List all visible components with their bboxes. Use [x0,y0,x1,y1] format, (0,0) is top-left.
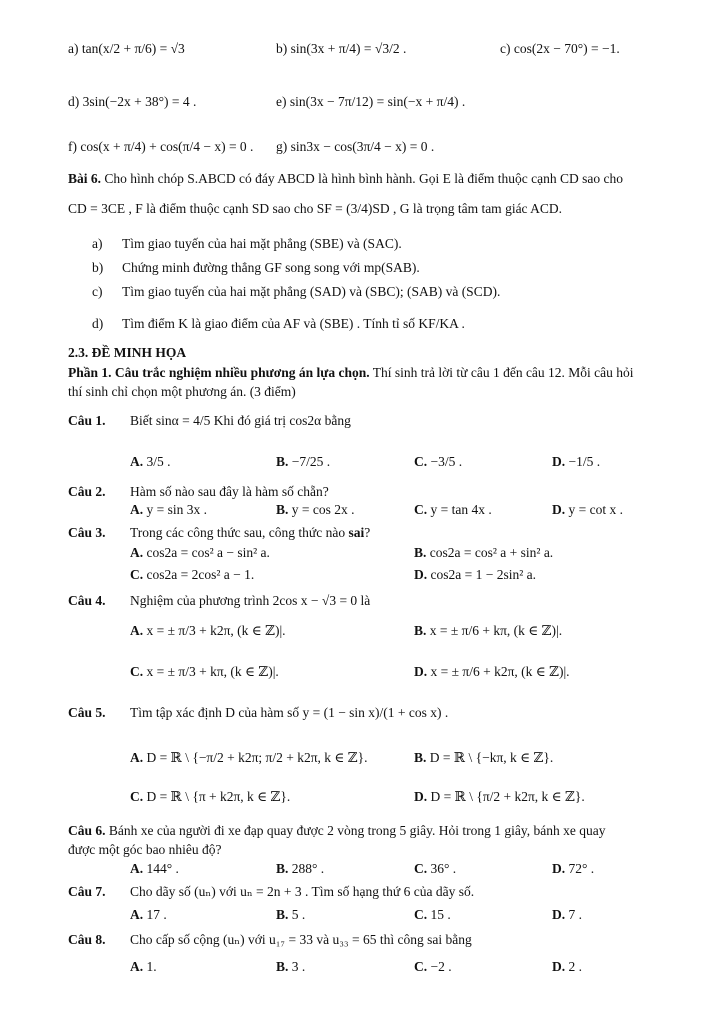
option [276,958,305,976]
option-text: 3 . [291,959,306,974]
option-text: x = ± π/3 + k2π, (k ∈ ℤ)|. [146,623,286,638]
bai6-item-text: Chứng minh đường thẳng GF song song với mp(SAB). [122,260,420,275]
option-text: 144° . [146,861,179,876]
question-text-line2: được một góc bao nhiêu độ? [68,842,222,857]
option-text: 5 . [291,907,306,922]
exercise-d: d) 3sin(−2x + 38°) = 4 . [68,94,197,109]
bai6-item-text: Tìm giao tuyến của hai mặt phẳng (SAD) và (SBC); (SAB) và (SCD). [122,284,501,299]
question-line1 [68,822,605,840]
question-number: Câu 7. [68,884,106,899]
option-letter: C. [414,454,428,469]
option-text: y = cos 2x . [291,502,355,517]
option-letter: C. [130,567,144,582]
option [552,501,623,519]
option [552,453,600,471]
option-text: 7 . [568,907,582,922]
option-letter: B. [276,907,289,922]
question-text: Nghiệm của phương trình 2cos x − √3 = 0 là [130,593,371,608]
option-text: D = ℝ \ {−kπ, k ∈ ℤ}. [429,750,554,765]
option-letter: A. [130,623,144,638]
option-letter: D. [414,567,428,582]
part1-desc: Thí sinh trả lời từ câu 1 đến câu 12. Mỗi câu hỏi [372,365,634,380]
option-letter: B. [276,959,289,974]
option-letter: A. [130,502,144,517]
option-letter: D. [552,502,566,517]
option-text: −3/5 . [430,454,463,469]
option [276,501,355,519]
option [414,501,492,519]
bai6-item-label: b) [92,260,104,275]
question-number: Câu 5. [68,705,106,720]
option-letter: D. [552,861,566,876]
question-text: Hàm số nào sau đây là hàm số chẵn? [130,484,329,499]
option-text: D = ℝ \ {π + k2π, k ∈ ℤ}. [146,789,291,804]
option-letter: A. [130,959,144,974]
option-text: 1. [146,959,157,974]
option-text: −7/25 . [291,454,331,469]
option [276,860,324,878]
option-letter: B. [276,454,289,469]
option-text: y = sin 3x . [146,502,207,517]
question-text: Bánh xe của người đi xe đạp quay được 2 vòng trong 5 giây. Hỏi trong 1 giây, bánh xe quay [108,823,606,838]
option [414,860,456,878]
option-text: D = ℝ \ {−π/2 + k2π; π/2 + k2π, k ∈ ℤ}. [146,750,368,765]
option-letter: B. [414,623,427,638]
option [130,566,254,584]
option-letter: C. [414,861,428,876]
option-text: x = ± π/3 + kπ, (k ∈ ℤ)|. [146,664,279,679]
question-text: Tìm tập xác định D của hàm số y = (1 − sin x)/(1 + cos x) . [130,705,449,720]
exercise-g: g) sin3x − cos(3π/4 − x) = 0 . [276,139,435,154]
option-text: cos2a = 2cos² a − 1. [146,567,255,582]
option [130,453,171,471]
question-number: Câu 3. [68,525,106,540]
option-letter: C. [130,789,144,804]
option-text: x = ± π/6 + kπ, (k ∈ ℤ)|. [429,623,563,638]
option-text: 288° . [291,861,325,876]
option [414,749,553,767]
option [130,622,286,640]
option [552,958,582,976]
option [414,788,585,806]
option-letter: A. [130,545,144,560]
question-text-main: Trong các công thức sau, công thức nào [130,525,349,540]
option-letter: A. [130,454,144,469]
bai6-item-label: d) [92,316,104,331]
exercise-a: a) tan(x/2 + π/6) = √3 [68,41,185,56]
option-text: 17 . [146,907,167,922]
option [414,663,570,681]
option-letter: C. [414,502,428,517]
option-text: x = ± π/6 + k2π, (k ∈ ℤ)|. [430,664,570,679]
question-number: Câu 1. [68,413,106,428]
question-text: Cho dãy số (uₙ) với uₙ = 2n + 3 . Tìm số hạng thứ 6 của dãy số. [130,884,475,899]
section-title: 2.3. ĐỀ MINH HỌA [68,345,187,360]
bai6-item-text: Tìm điểm K là giao điểm của AF và (SBE) . Tính tỉ số KF/KA . [122,316,465,331]
question-number: Câu 2. [68,484,106,499]
option-text: cos2a = cos² a − sin² a. [146,545,270,560]
question-number: Câu 8. [68,932,106,947]
option-text: D = ℝ \ {π/2 + k2π, k ∈ ℤ}. [430,789,585,804]
option [552,860,594,878]
option-letter: B. [414,545,427,560]
option-letter: A. [130,907,144,922]
option-text: 36° . [430,861,457,876]
bai6-item-label: a) [92,236,103,251]
option [130,749,368,767]
exercise-b: b) sin(3x + π/4) = √3/2 . [276,41,407,56]
option-text: cos2a = cos² a + sin² a. [429,545,554,560]
option-letter: D. [552,907,566,922]
option-letter: D. [552,454,566,469]
bai6-intro-line2: CD = 3CE , F là điểm thuộc cạnh SD sao cho SF = (3/4)SD , G là trọng tâm tam giác ACD. [68,201,563,216]
option [130,544,270,562]
question-number: Câu 4. [68,593,106,608]
option [130,501,207,519]
option [130,906,167,924]
option-text: 3/5 . [146,454,171,469]
option [414,544,553,562]
question-text: Biết sinα = 4/5 Khi đó giá trị cos2α bằng [130,413,351,428]
option-letter: B. [276,861,289,876]
option-letter: D. [414,789,428,804]
question-emphasis: sai [348,525,365,540]
bai6-item-text: Tìm giao tuyến của hai mặt phẳng (SBE) và (SAC). [122,236,402,251]
option [130,860,179,878]
option-text: −1/5 . [568,454,601,469]
part1-desc-line2: thí sinh chỉ chọn một phương án. (3 điểm) [68,384,296,399]
option-text: 72° . [568,861,595,876]
question-text-end: ? [364,525,371,540]
option-letter: C. [414,907,428,922]
option-letter: B. [414,750,427,765]
option-text: cos2a = 1 − 2sin² a. [430,567,537,582]
option [414,453,462,471]
option-letter: D. [414,664,428,679]
option [414,906,451,924]
option-letter: B. [276,502,289,517]
option-text: 15 . [430,907,451,922]
option [130,663,279,681]
option [552,906,582,924]
option-letter: C. [414,959,428,974]
option [414,622,562,640]
exercise-f: f) cos(x + π/4) + cos(π/4 − x) = 0 . [68,139,254,154]
exercise-c: c) cos(2x − 70°) = −1. [500,41,620,56]
option-text: −2 . [430,959,452,974]
bai6-heading: Bài 6. [68,171,102,186]
option-letter: D. [552,959,566,974]
option-letter: C. [130,664,144,679]
option-letter: A. [130,861,144,876]
option-letter: A. [130,750,144,765]
bai6-intro-line1: Cho hình chóp S.ABCD có đáy ABCD là hình bình hành. Gọi E là điểm thuộc cạnh CD sao cho [104,171,623,186]
option [276,906,305,924]
option [130,958,157,976]
option [414,566,536,584]
question-text: Cho cấp số cộng (uₙ) với u₁₇ = 33 và u₃₃ = 65 thì công sai bằng [130,932,472,947]
bai6-item-label: c) [92,284,103,299]
part1-title: Phần 1. Câu trắc nghiệm nhiều phương án lựa chọn. [68,365,370,380]
bai6-line1 [68,170,623,188]
option [414,958,452,976]
option [276,453,330,471]
option-text: 2 . [568,959,582,974]
option-text: y = cot x . [568,502,623,517]
question-text [130,524,370,542]
exercise-e: e) sin(3x − 7π/12) = sin(−x + π/4) . [276,94,466,109]
option-text: y = tan 4x . [430,502,492,517]
question-number: Câu 6. [68,823,106,838]
part1-line1 [68,364,634,382]
option [130,788,290,806]
